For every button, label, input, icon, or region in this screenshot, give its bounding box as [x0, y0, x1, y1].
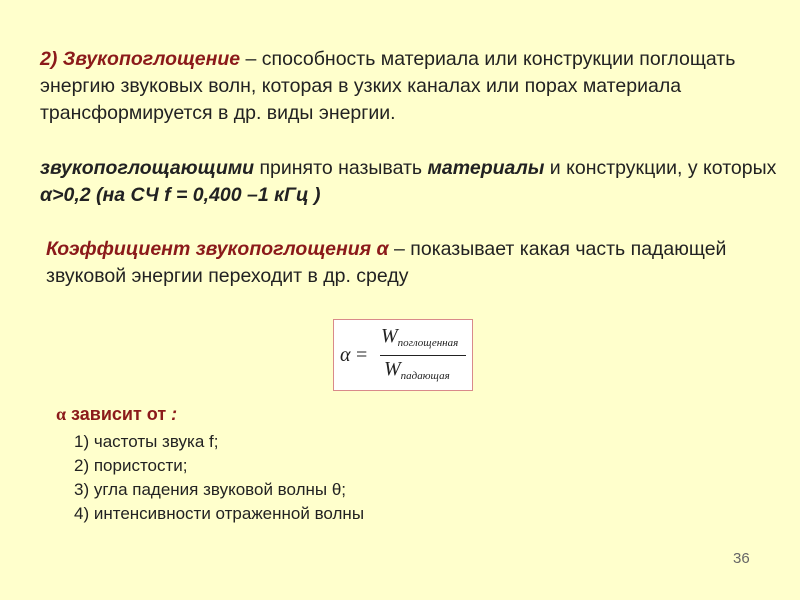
formula-alpha: α [340, 344, 351, 366]
coefficient-text: – показывает какая часть падающей звуковой энергии переходит в др. среду [46, 238, 727, 287]
term-materials: материалы [427, 157, 545, 179]
list-item: 1) частоты звука f; [74, 432, 219, 451]
denominator-subscript: падающая [400, 370, 450, 382]
list-item: 3) угла падения звуковой волны θ; [74, 480, 347, 499]
depends-heading [56, 404, 177, 425]
formula-box [333, 319, 473, 391]
numerator-symbol: W [381, 325, 398, 347]
factors-list [74, 430, 364, 526]
formula-denominator [384, 358, 450, 382]
depends-alpha: α [56, 404, 67, 424]
absorption-condition: α>0,2 (на СЧ f = 0,400 –1 кГц ) [40, 184, 321, 206]
denominator-symbol: W [384, 358, 401, 380]
text-constructions: и конструкции, у которых [544, 157, 777, 179]
absorbing-materials-paragraph [40, 155, 780, 209]
term-sound-absorption: 2) Звукопоглощение [40, 48, 241, 70]
depends-label: зависит от [66, 404, 167, 424]
term-absorbing: звукопоглощающими [40, 157, 255, 179]
numerator-subscript: поглощенная [397, 337, 459, 349]
page-number: 36 [733, 550, 750, 567]
definition-paragraph [40, 46, 780, 127]
depends-colon: : [166, 404, 178, 424]
coefficient-paragraph [46, 236, 776, 290]
formula-equals: = [356, 344, 368, 366]
definition-text: – способность материала или конструкции поглощать энергию звуковых волн, которая в узких каналах или порах материала трансформируется в др. виды энергии. [40, 48, 736, 124]
text-called: принято называть [254, 157, 428, 179]
formula-numerator [381, 325, 458, 349]
fraction-bar [380, 355, 466, 356]
term-coefficient: Коэффициент звукопоглощения α [46, 238, 389, 260]
list-item: 4) интенсивности отраженной волны [74, 504, 365, 523]
list-item: 2) пористости; [74, 456, 188, 475]
